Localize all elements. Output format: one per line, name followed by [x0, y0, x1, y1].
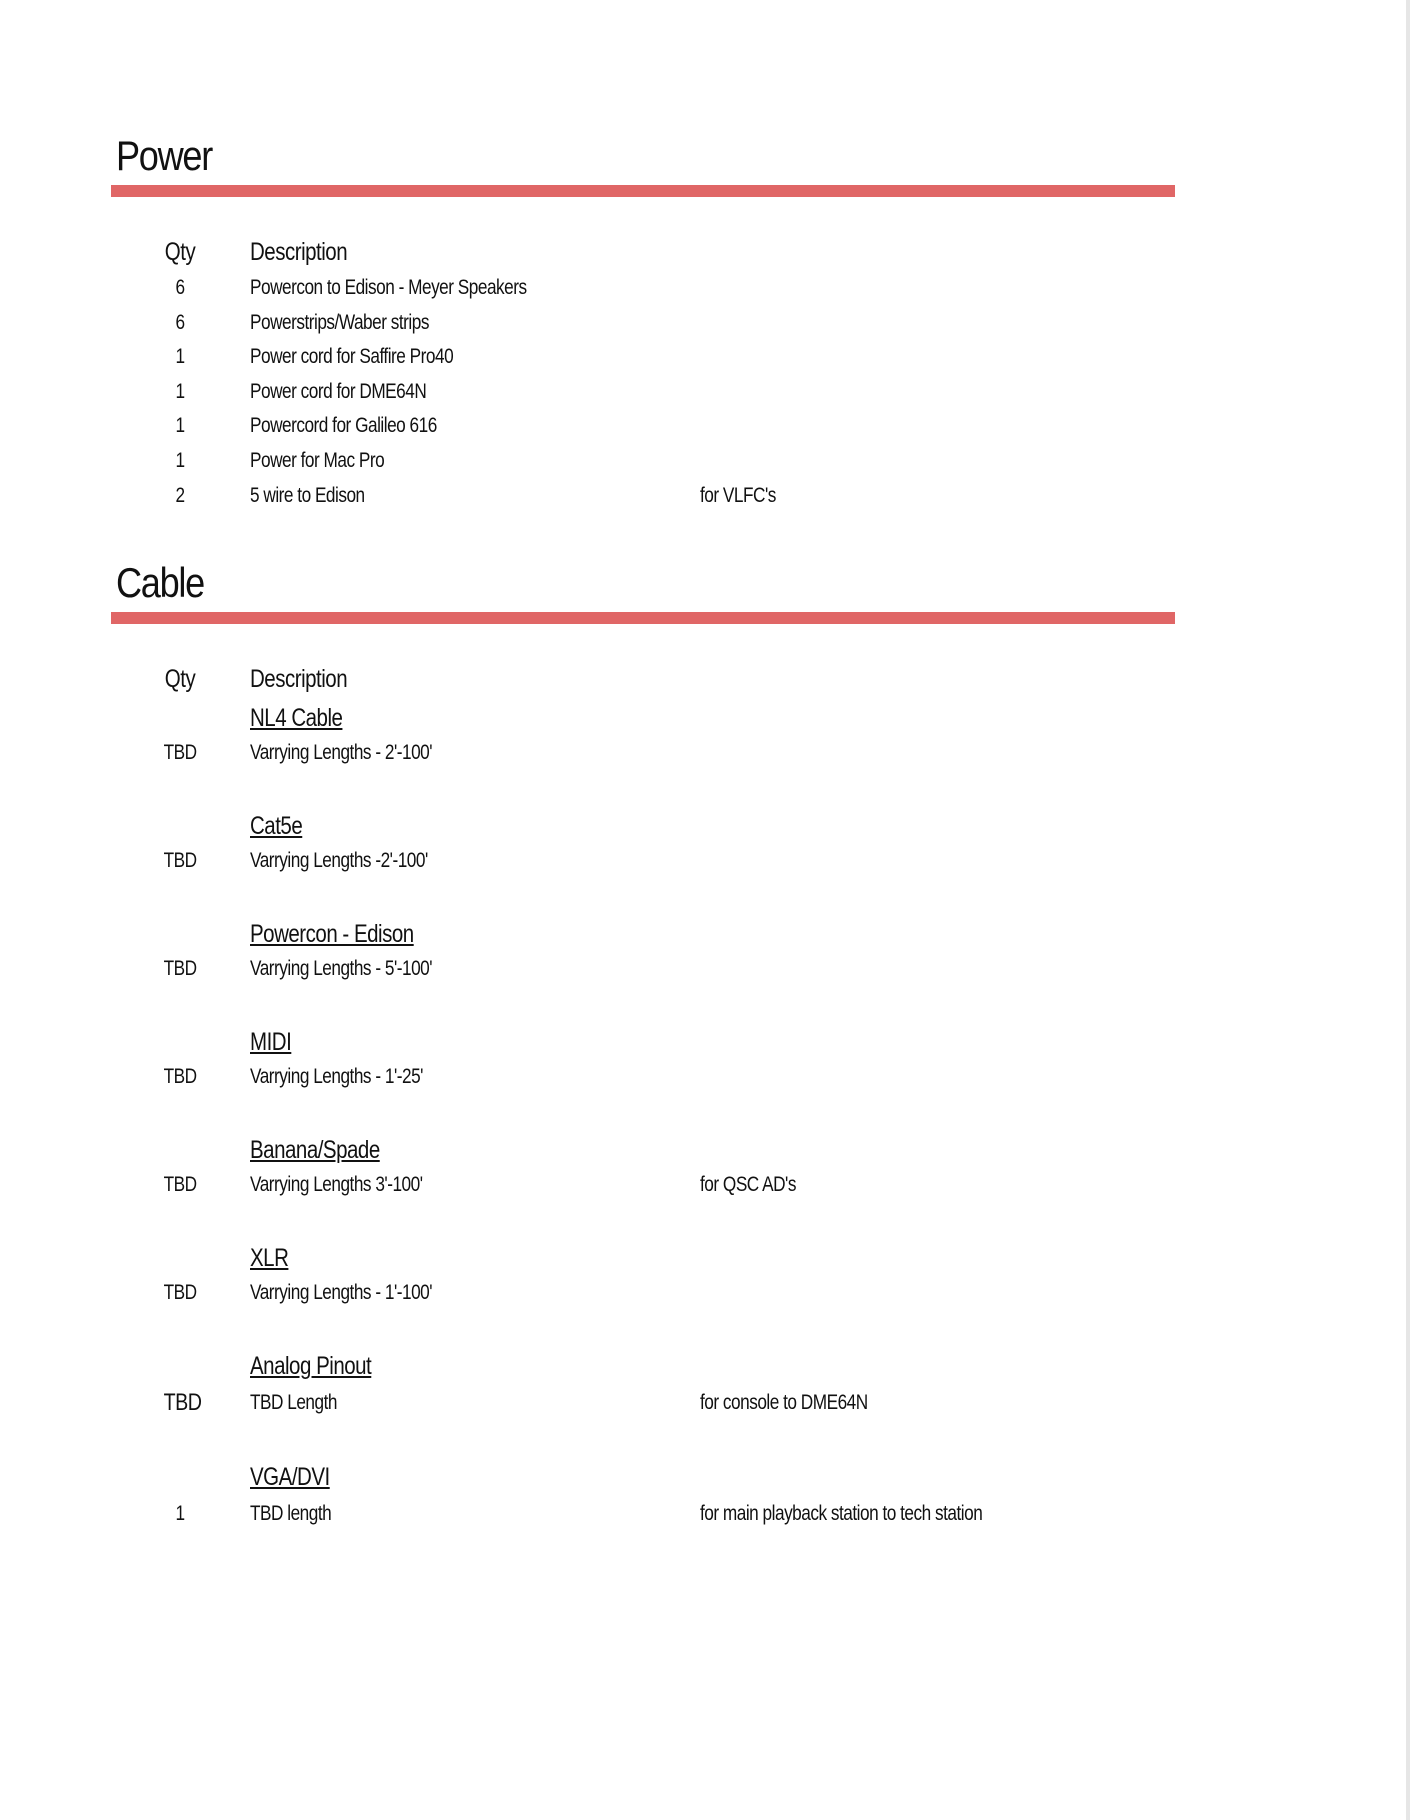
row-description: Varrying Lengths - 1'-25': [250, 1065, 423, 1088]
cable-group-name: Powercon - Edison: [250, 920, 414, 948]
row-note: for main playback station to tech station: [700, 1502, 983, 1525]
row-qty: 1: [175, 1502, 185, 1525]
row-description: Power for Mac Pro: [250, 449, 385, 472]
row-description: Varrying Lengths - 2'-100': [250, 741, 433, 764]
row-description: Varrying Lengths - 5'-100': [250, 957, 433, 980]
row-qty: TBD: [163, 741, 197, 764]
row-qty: 1: [175, 449, 185, 472]
power-qty-header: Qty: [164, 238, 196, 266]
row-qty: TBD: [163, 849, 197, 872]
cable-group-name: XLR: [250, 1244, 289, 1272]
cable-section-title: Cable: [116, 559, 204, 606]
row-description: Powerstrips/Waber strips: [250, 311, 429, 334]
row-qty: 6: [175, 311, 185, 334]
row-description: 5 wire to Edison: [250, 484, 365, 507]
cable-group-name: Cat5e: [250, 812, 303, 840]
row-qty: TBD: [163, 957, 197, 980]
row-note: for console to DME64N: [700, 1391, 868, 1414]
row-qty: 1: [175, 414, 185, 437]
cable-description-header: Description: [250, 665, 348, 693]
row-qty: TBD: [163, 1173, 197, 1196]
page-edge-divider: [1406, 0, 1410, 1820]
row-qty: TBD: [163, 1281, 197, 1304]
row-description: Powercon to Edison - Meyer Speakers: [250, 276, 527, 299]
row-qty: 6: [175, 276, 185, 299]
row-description: Varrying Lengths -2'-100': [250, 849, 428, 872]
cable-group-name: Banana/Spade: [250, 1136, 380, 1164]
row-description: Varrying Lengths - 1'-100': [250, 1281, 433, 1304]
row-qty: TBD: [163, 1065, 197, 1088]
power-description-header: Description: [250, 238, 348, 266]
row-description: TBD length: [250, 1502, 332, 1525]
row-description: Power cord for DME64N: [250, 380, 427, 403]
row-description: Powercord for Galileo 616: [250, 414, 437, 437]
power-section-rule: [111, 185, 1175, 197]
cable-group-name: NL4 Cable: [250, 704, 343, 732]
row-note: for QSC AD's: [700, 1173, 796, 1196]
cable-group-name: MIDI: [250, 1028, 292, 1056]
cable-group-name: Analog Pinout: [250, 1352, 372, 1380]
row-description: Power cord for Saffire Pro40: [250, 345, 454, 368]
row-qty: TBD: [163, 1389, 202, 1416]
row-note: for VLFC's: [700, 484, 776, 507]
cable-qty-header: Qty: [164, 665, 196, 693]
row-qty: 1: [175, 380, 185, 403]
cable-section-rule: [111, 612, 1175, 624]
power-section-title: Power: [116, 132, 212, 179]
row-description: Varrying Lengths 3'-100': [250, 1173, 423, 1196]
row-qty: 2: [175, 484, 185, 507]
row-qty: 1: [175, 345, 185, 368]
row-description: TBD Length: [250, 1391, 337, 1414]
cable-group-name: VGA/DVI: [250, 1463, 330, 1491]
